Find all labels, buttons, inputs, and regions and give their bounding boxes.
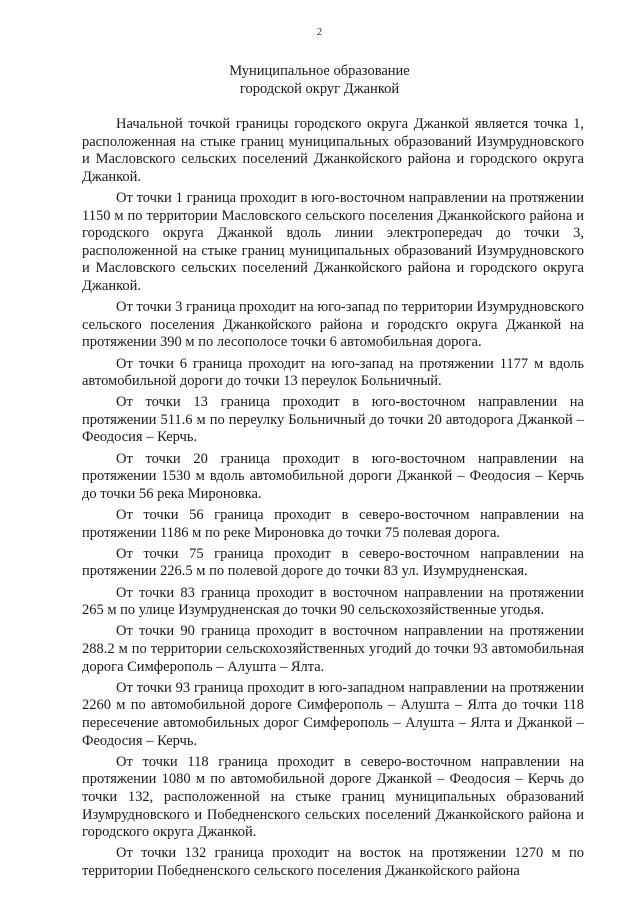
paragraph: От точки 93 граница проходит в юго-западном направлении на протяжении 2260 м по автомобильной дороге Симферополь – Алушта – Ялта до точки 118 пересечение автомобильных дорог Симферополь – Алушта – Ялта и Джанкой – Феодосия – Керчь. xyxy=(82,679,584,749)
paragraph: От точки 75 граница проходит в северо-восточном направлении на протяжении 226.5 м по полевой дороге до точки 83 ул. Изумрудненская. xyxy=(82,545,584,580)
title-line-2: городской округ Джанкой xyxy=(239,81,400,97)
paragraph: От точки 13 граница проходит в юго-восточном направлении на протяжении 511.6 м по переулку Больничный до точки 20 автодорога Джанкой – Феодосия – Керчь. xyxy=(82,394,584,446)
page-number: 2 xyxy=(316,26,323,38)
document-title xyxy=(0,62,639,98)
paragraph: От точки 83 граница проходит в восточном направлении на протяжении 265 м по улице Изумрудненская до точки 90 сельскохозяйственные угодья. xyxy=(82,584,584,619)
document-body xyxy=(82,116,584,884)
paragraph: От точки 6 граница проходит на юго-запад на протяжении 1177 м вдоль автомобильной дороги до точки 13 переулок Больничный. xyxy=(82,355,584,390)
paragraph: От точки 90 граница проходит в восточном направлении на протяжении 288.2 м по территории сельскохозяйственных угодий до точки 93 автомобильная дорога Симферополь – Алушта – Ялта. xyxy=(82,623,584,675)
paragraph: От точки 118 граница проходит в северо-восточном направлении на протяжении 1080 м по автомобильной дороге Джанкой – Феодосия – Керчь до точки 132, расположенной на стыке границ муниципальных образований Изумрудновского и Победненского сельских поселений Джанкойского района и городского округа Джанкой. xyxy=(82,753,584,841)
paragraph: От точки 56 граница проходит в северо-восточном направлении на протяжении 1186 м по реке Мироновка до точки 75 полевая дорога. xyxy=(82,507,584,541)
paragraph: От точки 20 граница проходит в юго-восточном направлении на протяжении 1530 м вдоль автомобильной дороги Джанкой – Феодосия – Керчь до точки 56 река Мироновка. xyxy=(82,450,584,502)
paragraph: Начальной точкой границы городского округа Джанкой является точка 1, расположенная на стыке границ муниципальных образований Изумрудновского и Масловского сельских поселений Джанкойского района и городского округа Джанкой. xyxy=(82,116,584,185)
paragraph: От точки 132 граница проходит на восток на протяжении 1270 м по территории Победненского сельского поселения Джанкойского района xyxy=(82,845,584,879)
title-line-1: Муниципальное образование xyxy=(229,63,410,79)
paragraph: От точки 1 граница проходит в юго-восточном направлении на протяжении 1150 м по территории Масловского сельского поселения Джанкойского района и городского округа Джанкой вдоль линии электропередач до точки 3, расположенной на стыке границ муниципальных образований Изумрудновского и Масловского сельских поселений Джанкойского района и городского округа Джанкой. xyxy=(82,189,584,294)
paragraph: От точки 3 граница проходит на юго-запад по территории Изумрудновского сельского поселения Джанкойского района и городскго округа Джанкой на протяжении 390 м по лесополосе точки 6 автомобильная дорога. xyxy=(82,299,585,351)
